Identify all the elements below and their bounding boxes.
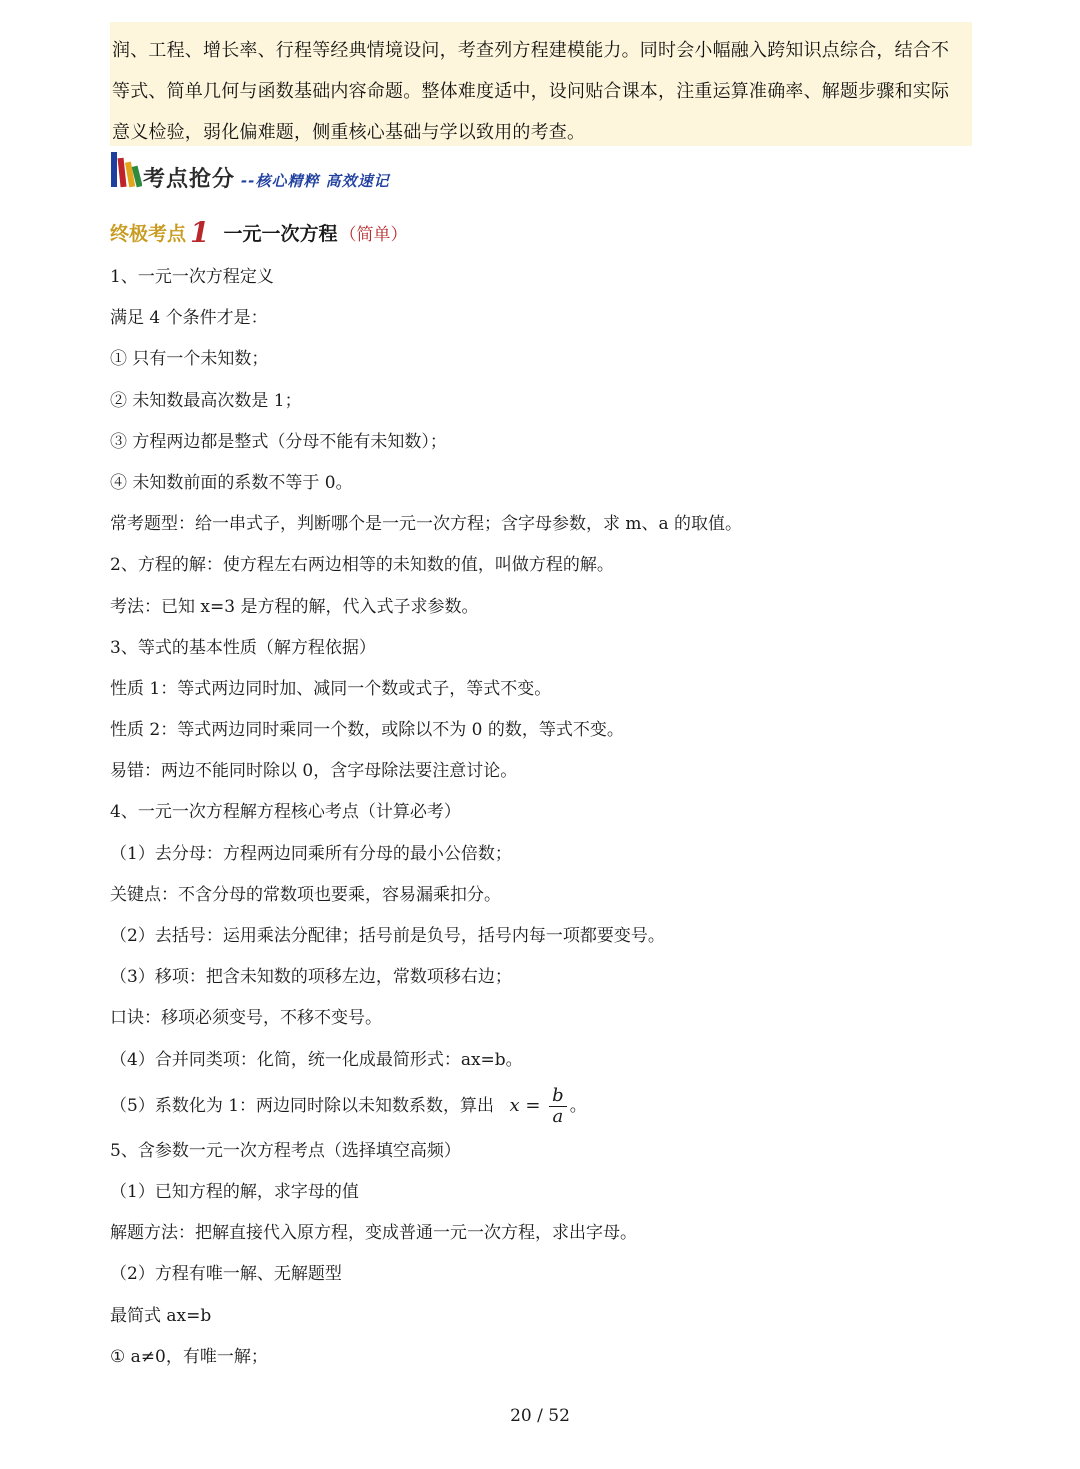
content-line: 易错：两边不能同时除以 0，含字母除法要注意讨论。 <box>110 761 518 782</box>
intro-line: 润、工程、增长率、行程等经典情境设问，考查列方程建模能力。同时会小幅融入跨知识点综合，结合不 <box>112 40 950 61</box>
content-line: （4）合并同类项：化简，统一化成最简形式：ax=b。 <box>110 1049 523 1070</box>
content-line: 2、方程的解：使方程左右两边相等的未知数的值，叫做方程的解。 <box>110 555 614 576</box>
content-line: ④ 未知数前面的系数不等于 0。 <box>110 472 353 493</box>
section-difficulty: （简单） <box>339 225 408 245</box>
content-line: 5、含参数一元一次方程考点（选择填空高频） <box>110 1140 461 1161</box>
content-line: （1）去分母：方程两边同乘所有分母的最小公倍数； <box>110 843 512 864</box>
content-line: 4、一元一次方程解方程核心考点（计算必考） <box>110 802 461 823</box>
section-heading <box>110 214 408 248</box>
content-line: ③ 方程两边都是整式（分母不能有未知数）； <box>110 431 447 452</box>
book-spine-red <box>118 158 127 187</box>
page-indicator: 20 / 52 <box>510 1406 570 1426</box>
content-line: 最简式 ax=b <box>110 1305 212 1326</box>
content-line: 1、一元一次方程定义 <box>110 267 274 287</box>
content-line: 满足 4 个条件才是： <box>110 308 268 329</box>
formula-line <box>110 1081 980 1131</box>
book-spine-blue <box>111 152 117 187</box>
content-line: 解题方法：把解直接代入原方程，变成普通一元一次方程，求出字母。 <box>110 1223 637 1244</box>
section-title: 一元一次方程 <box>223 223 338 245</box>
content-line: 常考题型：给一串式子，判断哪个是一元一次方程；含字母参数，求 m、a 的取值。 <box>110 514 743 535</box>
content-line: ① a≠0，有唯一解； <box>110 1346 268 1367</box>
fraction-numerator: b <box>549 1086 567 1107</box>
content-line: （2）方程有唯一解、无解题型 <box>110 1264 342 1285</box>
content-line: ① 只有一个未知数； <box>110 349 269 370</box>
content-line: 关键点：不含分母的常数项也要乘，容易漏乘扣分。 <box>110 884 501 905</box>
intro-highlight-box <box>110 22 972 146</box>
content-line: 性质 1：等式两边同时加、减同一个数或式子，等式不变。 <box>110 678 552 699</box>
formula-lhs: x = <box>509 1095 541 1117</box>
content-line: （1）已知方程的解，求字母的值 <box>110 1181 359 1202</box>
content-line: 考法：已知 x=3 是方程的解，代入式子求参数。 <box>110 596 479 617</box>
formula-end: 。 <box>569 1095 587 1116</box>
content-line: 性质 2：等式两边同时乘同一个数，或除以不为 0 的数，等式不变。 <box>110 720 624 741</box>
content-body <box>110 257 980 1378</box>
books-logo-icon <box>110 150 142 190</box>
section-label: 终极考点 <box>110 223 187 245</box>
intro-line: 等式、简单几何与函数基础内容命题。整体难度适中，设问贴合课本，注重运算准确率、解题步骤和实际 <box>112 81 950 102</box>
fraction-expression <box>509 1081 569 1131</box>
content-line: 口诀：移项必须变号，不移不变号。 <box>110 1008 382 1029</box>
section-banner <box>110 150 530 194</box>
intro-line: 意义检验，弱化偏难题，侧重核心基础与学以致用的考查。 <box>112 122 586 143</box>
content-line: （2）去括号：运用乘法分配律；括号前是负号，括号内每一项都要变号。 <box>110 926 665 946</box>
banner-subtitle: --核心精粹 高效速记 <box>241 172 390 190</box>
fraction-denominator: a <box>552 1105 564 1127</box>
content-line: 3、等式的基本性质（解方程依据） <box>110 637 376 658</box>
formula-line-text: （5）系数化为 1：两边同时除以未知数系数，算出 <box>110 1095 495 1116</box>
content-line: ② 未知数最高次数是 1； <box>110 390 302 411</box>
section-number: 1 <box>190 216 210 249</box>
fraction <box>549 1086 567 1127</box>
content-line: （3）移项：把含未知数的项移左边，常数项移右边； <box>110 967 512 988</box>
banner-title: 考点抢分 <box>143 167 236 192</box>
